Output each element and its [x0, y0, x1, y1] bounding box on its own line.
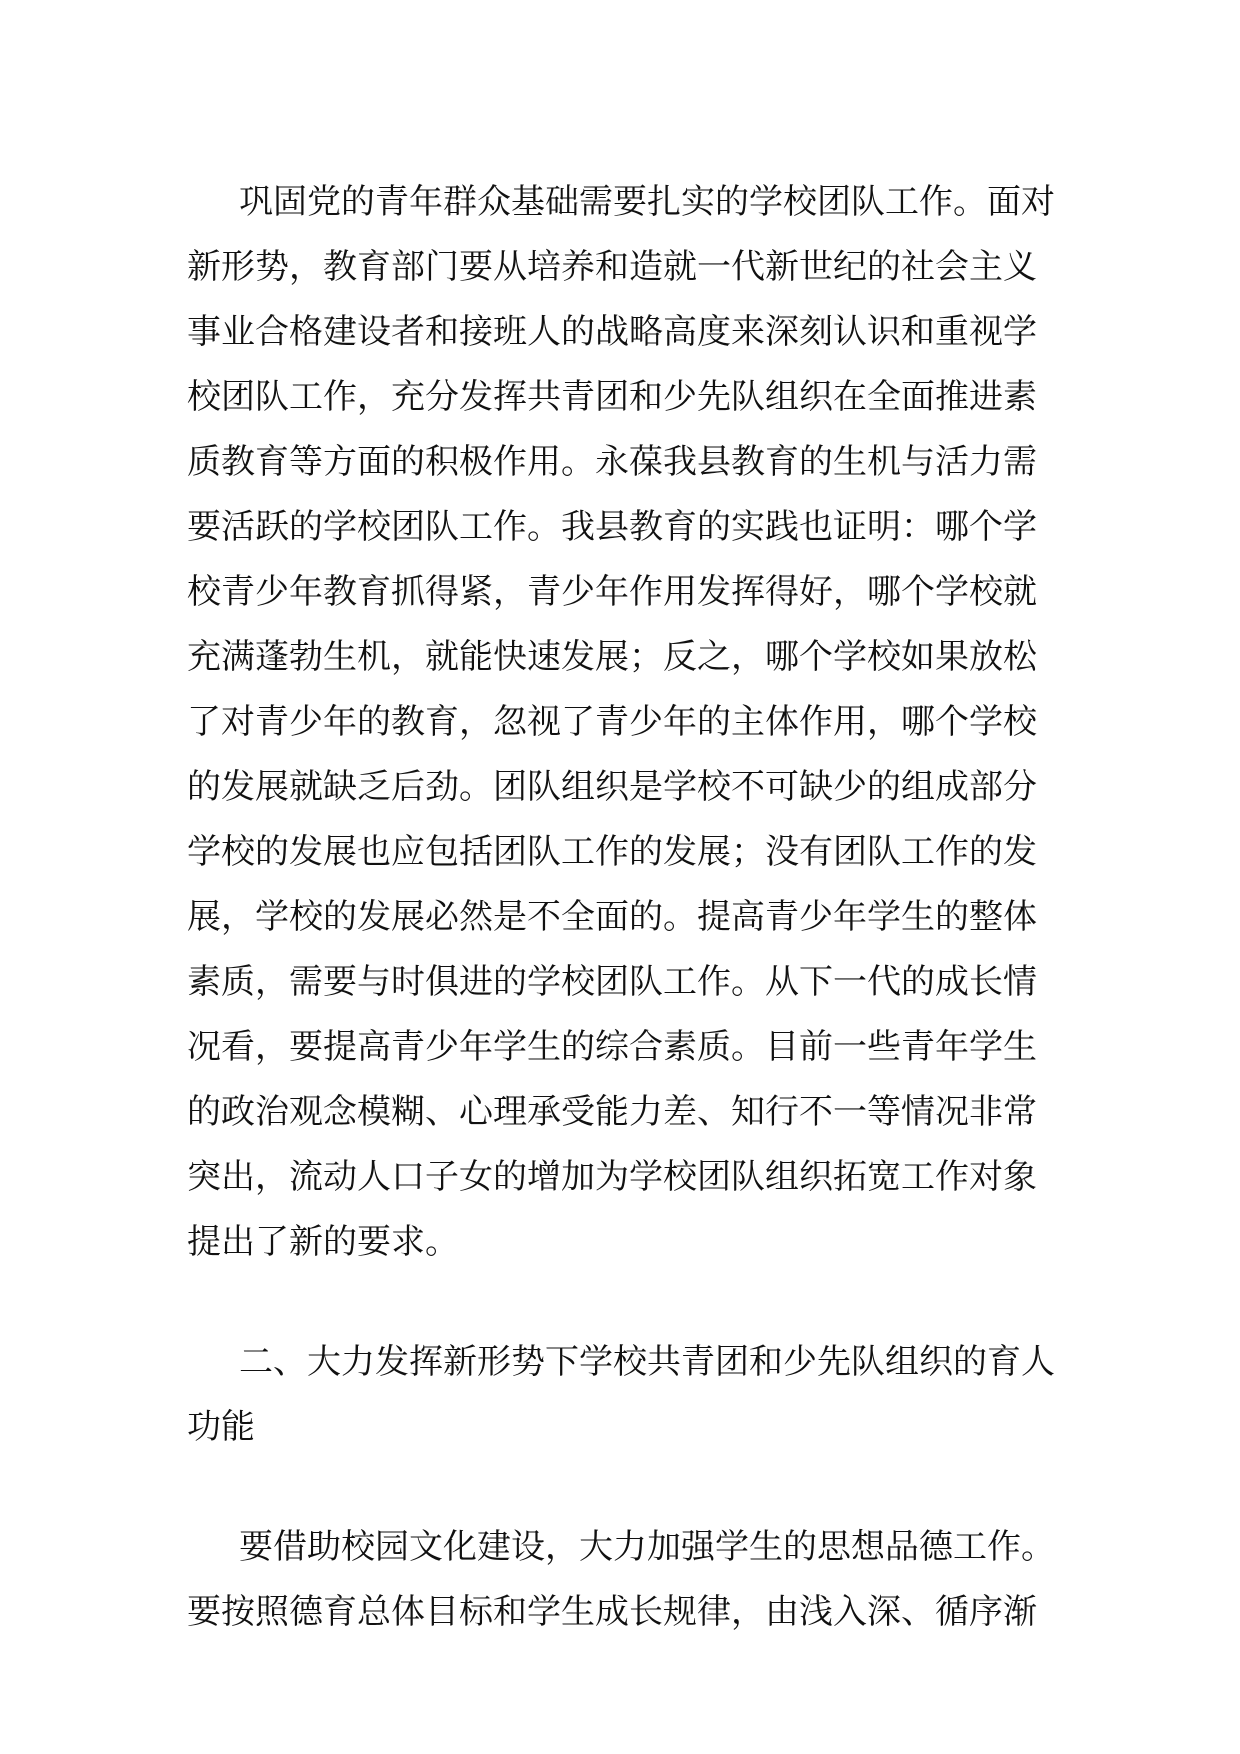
text-line: 素质，需要与时俱进的学校团队工作。从下一代的成长情 — [187, 962, 1037, 1002]
text-line: 校团队工作，充分发挥共青团和少先队组织在全面推进素 — [187, 377, 1037, 417]
text-line: 展，学校的发展必然是不全面的。提高青少年学生的整体 — [187, 897, 1037, 937]
text-line: 要借助校园文化建设，大力加强学生的思想品德工作。 — [239, 1527, 1055, 1567]
text-line: 的发展就缺乏后劲。团队组织是学校不可缺少的组成部分 — [187, 767, 1037, 807]
text-line: 况看，要提高青少年学生的综合素质。目前一些青年学生 — [187, 1027, 1037, 1067]
text-line: 巩固党的青年群众基础需要扎实的学校团队工作。面对 — [239, 182, 1055, 222]
text-line: 要活跃的学校团队工作。我县教育的实践也证明：哪个学 — [187, 507, 1037, 547]
document-body — [187, 170, 1067, 1645]
text-line: 了对青少年的教育，忽视了青少年的主体作用，哪个学校 — [187, 702, 1037, 742]
text-line: 提出了新的要求。 — [187, 1222, 459, 1262]
text-line: 突出，流动人口子女的增加为学校团队组织拓宽工作对象 — [187, 1157, 1037, 1197]
paragraph — [187, 1515, 1067, 1645]
text-line: 二、大力发挥新形势下学校共青团和少先队组织的育人 — [239, 1342, 1055, 1382]
text-line: 功能 — [187, 1407, 255, 1447]
text-line: 校青少年教育抓得紧，青少年作用发挥得好，哪个学校就 — [187, 572, 1037, 612]
paragraph — [187, 170, 1067, 1275]
paragraph-gap — [187, 1460, 1067, 1515]
text-line: 的政治观念模糊、心理承受能力差、知行不一等情况非常 — [187, 1092, 1037, 1132]
text-line: 要按照德育总体目标和学生成长规律，由浅入深、循序渐 — [187, 1592, 1037, 1632]
text-line: 事业合格建设者和接班人的战略高度来深刻认识和重视学 — [187, 312, 1037, 352]
paragraph-gap — [187, 1275, 1067, 1330]
text-line: 新形势，教育部门要从培养和造就一代新世纪的社会主义 — [187, 247, 1037, 287]
text-line: 充满蓬勃生机，就能快速发展；反之，哪个学校如果放松 — [187, 637, 1037, 677]
text-line: 学校的发展也应包括团队工作的发展；没有团队工作的发 — [187, 832, 1037, 872]
text-line: 质教育等方面的积极作用。永葆我县教育的生机与活力需 — [187, 442, 1037, 482]
paragraph — [187, 1330, 1067, 1460]
